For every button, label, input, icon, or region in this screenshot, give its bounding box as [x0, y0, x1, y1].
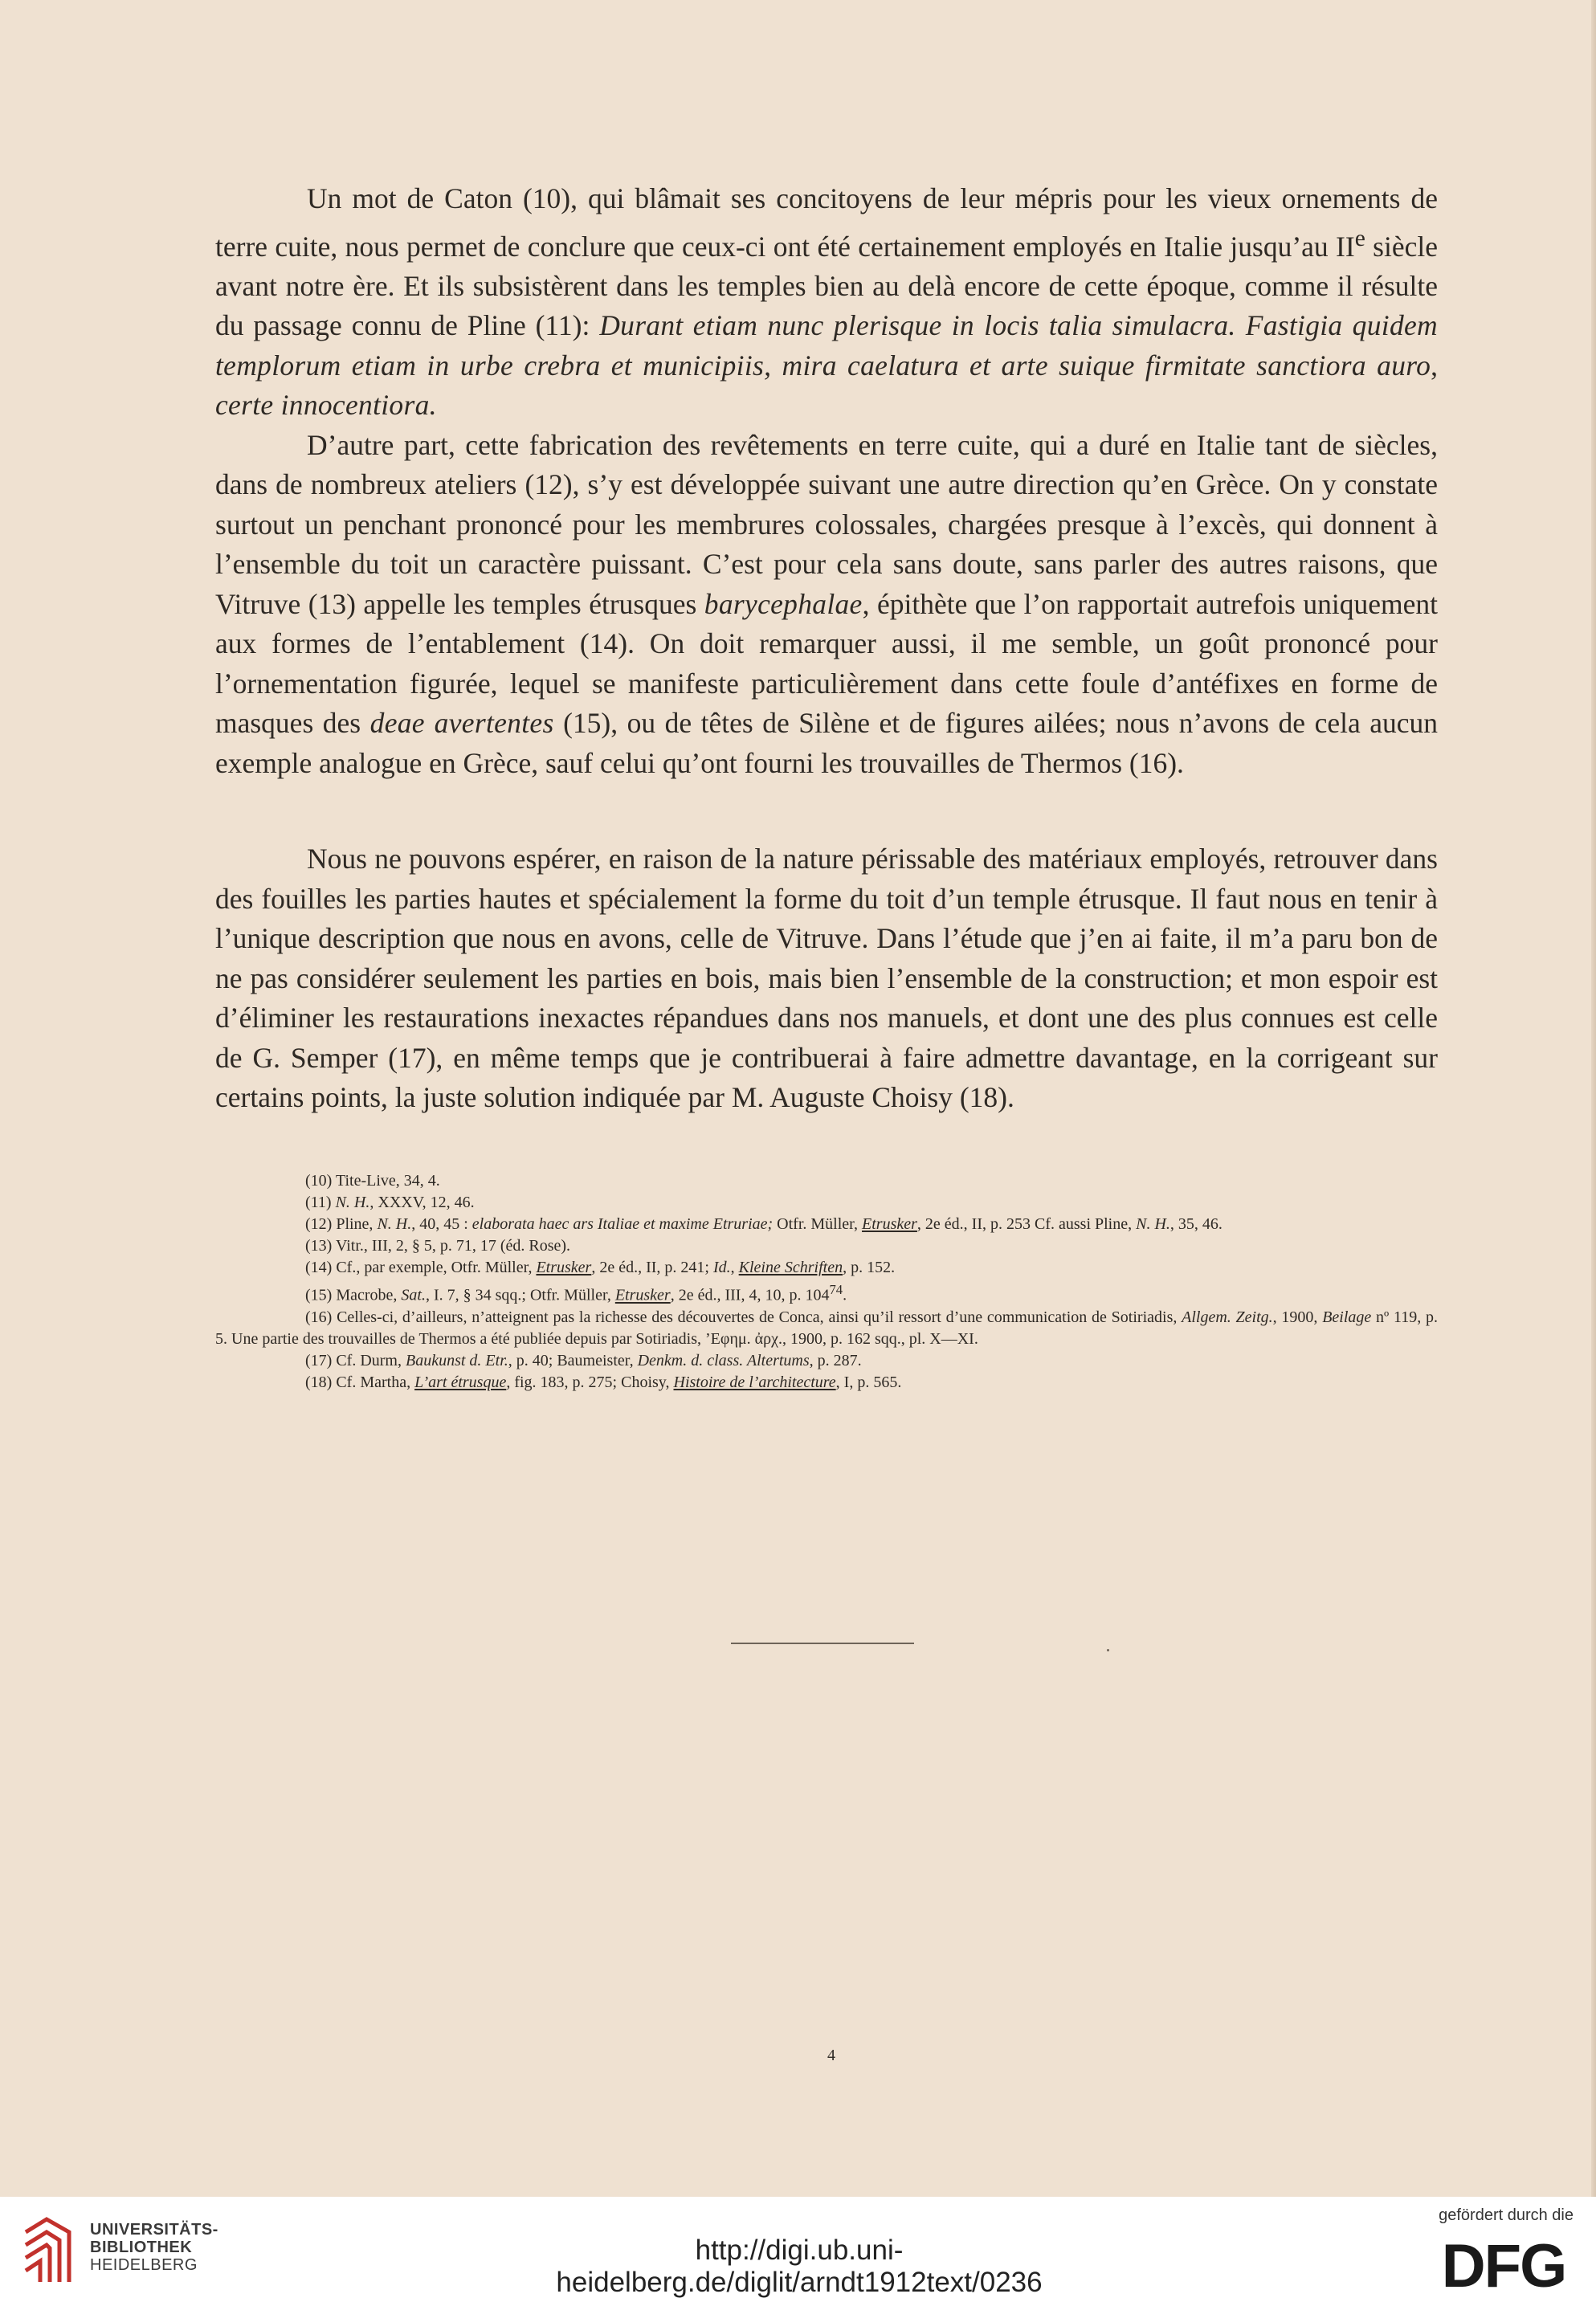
italic-text: Durant etiam nunc plerisque in locis talia simulacra. Fastigia quidem templorum etiam in urbe crebra et municipiis, mira caelatura et arte suique firmitate sanctiora auro — [215, 309, 1438, 382]
italic-text: Histoire de l’architecture — [673, 1373, 836, 1391]
italic-text: Etrusker — [862, 1215, 917, 1233]
text-run: (15), ou de têtes de Silène et de figures ailées; nous n’avons de cela aucun exemple analogue en Grèce, sauf celui qu’ont fourni les trouvailles de Thermos (16). — [215, 707, 1438, 779]
text-run: , 35, 46. — [1169, 1215, 1223, 1233]
text-run: (10) Tite-Live, 34, 4. — [305, 1172, 440, 1190]
footnote — [215, 1279, 1438, 1307]
text-run: Otfr. Müller, — [773, 1215, 863, 1233]
text-run: (18) Cf. Martha, — [305, 1373, 415, 1391]
text-run: , p. 152. — [843, 1259, 896, 1276]
text-run: , 2e éd., II, p. 253 Cf. aussi Pline, — [916, 1215, 1137, 1233]
text-run: (15) Macrobe, — [305, 1286, 402, 1304]
italic-text: elaborata haec ars Italiae et maxime Etruriae; — [471, 1215, 774, 1233]
footnote — [215, 1214, 1438, 1235]
page-number: 4 — [827, 2047, 835, 2064]
italic-text: Beilage — [1322, 1308, 1372, 1326]
text-run: , — [1431, 349, 1438, 382]
italic-text: L’art étrusque — [414, 1373, 507, 1391]
body-text-section-1 — [215, 179, 1438, 783]
italic-text: certe innocentiora. — [215, 389, 437, 422]
footnote — [215, 1307, 1438, 1350]
library-name — [90, 2221, 218, 2274]
text-run: , p. 40; Baumeister, — [508, 1351, 638, 1369]
library-name-line-3: HEIDELBERG — [90, 2256, 198, 2274]
text-run: D’autre part, cette fabrication des revêtements en terre cuite, qui a duré en Italie tant de siècles, dans de nombreux ateliers (12), s’y est développée suivant une autre direction qu’en Grèce. On y constate surtout un penchant prononcé pour les membrures colossales, chargées presque à l’excès, qui donnent à l’ensemble du toit un caractère puissant. C’est pour cela sans doute, sans parler des autres raisons, que Vitruve (13) appelle les temples étrusques — [215, 428, 1438, 620]
italic-text: N. H. — [377, 1215, 412, 1233]
text-run: (17) Cf. Durm, — [305, 1351, 406, 1369]
text-run: Un mot de Caton (10), qui blâmait ses concitoyens de leur mépris pour les vieux ornements de terre cuite, nous permet de conclure que ceux-ci ont été certainement employés en Italie jusqu’au II — [215, 182, 1438, 263]
library-name-line-2: BIBLIOTHEK — [90, 2239, 193, 2256]
text-run: , 1900, — [1272, 1308, 1323, 1326]
text-run: , 2e éd., III, 4, 10, p. 104 — [670, 1286, 830, 1304]
text-run: Nous ne pouvons espérer, en raison de la nature périssable des matériaux employés, retrouver dans des fouilles les parties hautes et spécialement la forme du toit d’un temple étrusque. Il faut nous en tenir à l’unique description que nous en avons, celle de Vitruve. Dans l’étude que j’en ai faite, il m’a paru bon de ne pas considérer seulement les parties en bois, mais bien l’ensemble de la construction; et mon espoir est d’éliminer les restaurations inexactes répandues dans nos manuels, et dont une des plus connues est celle de G. Semper (17), en même temps que je contribuerai à faire admettre davantage, en la corrigeant sur certains points, la juste solution indiquée par M. Auguste Choisy (18). — [215, 843, 1438, 1113]
digitization-footer — [0, 2197, 1596, 2302]
library-name-line-1: UNIVERSITÄTS- — [90, 2221, 218, 2239]
dfg-logo-icon — [1435, 2235, 1572, 2293]
footnote — [215, 1170, 1438, 1192]
italic-text: Etrusker — [614, 1286, 671, 1304]
italic-text: barycephalae — [704, 587, 863, 620]
footnote — [215, 1235, 1438, 1257]
text-run: siècle avant notre ère. Et ils subsistèrent dans les temples bien au delà encore de cette époque, comme il résulte du passage connu de Pline (11): — [215, 230, 1438, 342]
footnotes — [215, 1170, 1438, 1394]
funded-by-label: gefördert durch die — [1439, 2206, 1574, 2224]
italic-text: Baukunst d. Etr. — [405, 1351, 508, 1369]
text-run: , — [730, 1259, 739, 1276]
italic-text: Etrusker — [536, 1259, 592, 1276]
superscript: 74 — [829, 1282, 843, 1297]
text-run: (13) Vitr., III, 2, § 5, p. 71, 17 (éd. Rose). — [305, 1237, 571, 1255]
body-text-section-2 — [215, 839, 1438, 1118]
footnote — [215, 1192, 1438, 1214]
italic-text: Allgem. Zeitg. — [1182, 1308, 1273, 1326]
text-run: , 40, 45 : — [411, 1215, 472, 1233]
italic-text: N. H. — [1136, 1215, 1170, 1233]
section-divider — [731, 1643, 914, 1644]
paragraph — [215, 179, 1438, 426]
text-run: (12) Pline, — [305, 1215, 378, 1233]
svg-text:DFG: DFG — [1441, 2235, 1566, 2293]
ink-speck — [1107, 1649, 1109, 1651]
italic-text: Kleine Schriften — [738, 1259, 843, 1276]
italic-text: deae avertentes — [369, 707, 554, 740]
text-run: (16) Celles-ci, d’ailleurs, n’atteignent pas la richesse des découvertes de Conca, ainsi qu’il ressort d’une communication de Sotiriadis, — [305, 1308, 1182, 1326]
text-run: , XXXV, 12, 46. — [369, 1194, 475, 1211]
library-logo-icon — [19, 2214, 76, 2287]
text-run: (11) — [305, 1194, 336, 1211]
italic-text: Sat. — [401, 1286, 426, 1304]
footnote — [215, 1257, 1438, 1279]
footnote — [215, 1372, 1438, 1394]
text-run: nº 119, p. 5. Une partie des trouvailles de Thermos a été publiée depuis par Sotiriadis, ’Εφημ. ἀρχ., 1900, p. 162 sqq., pl. X—XI. — [215, 1308, 1439, 1348]
italic-text: Denkm. d. class. Altertums — [637, 1351, 810, 1369]
text-run: , 2e éd., II, p. 241; — [591, 1259, 713, 1276]
paragraph — [215, 839, 1438, 1118]
text-run: , I. 7, § 34 sqq.; Otfr. Müller, — [425, 1286, 615, 1304]
italic-text: N. H. — [335, 1194, 370, 1211]
source-url-link[interactable]: http://digi.ub.uni-heidelberg.de/diglit/arndt1912text/0236 — [556, 2235, 1043, 2298]
text-run: , I, p. 565. — [835, 1373, 902, 1391]
footnote — [215, 1350, 1438, 1372]
text-run: , épithète que l’on rapportait autrefois uniquement aux formes de l’entablement (14). On doit remarquer aussi, il me semble, un goût prononcé pour l’ornementation figurée, lequel se manifeste particulièrement dans cette foule d’antéfixes en forme de masques des — [215, 587, 1438, 740]
italic-text: Id. — [712, 1259, 731, 1276]
text-run: , p. 287. — [809, 1351, 862, 1369]
superscript: e — [1354, 225, 1365, 251]
paragraph — [215, 426, 1438, 784]
text-run: . — [843, 1286, 847, 1304]
text-run: , fig. 183, p. 275; Choisy, — [506, 1373, 674, 1391]
text-run: (14) Cf., par exemple, Otfr. Müller, — [305, 1259, 537, 1276]
